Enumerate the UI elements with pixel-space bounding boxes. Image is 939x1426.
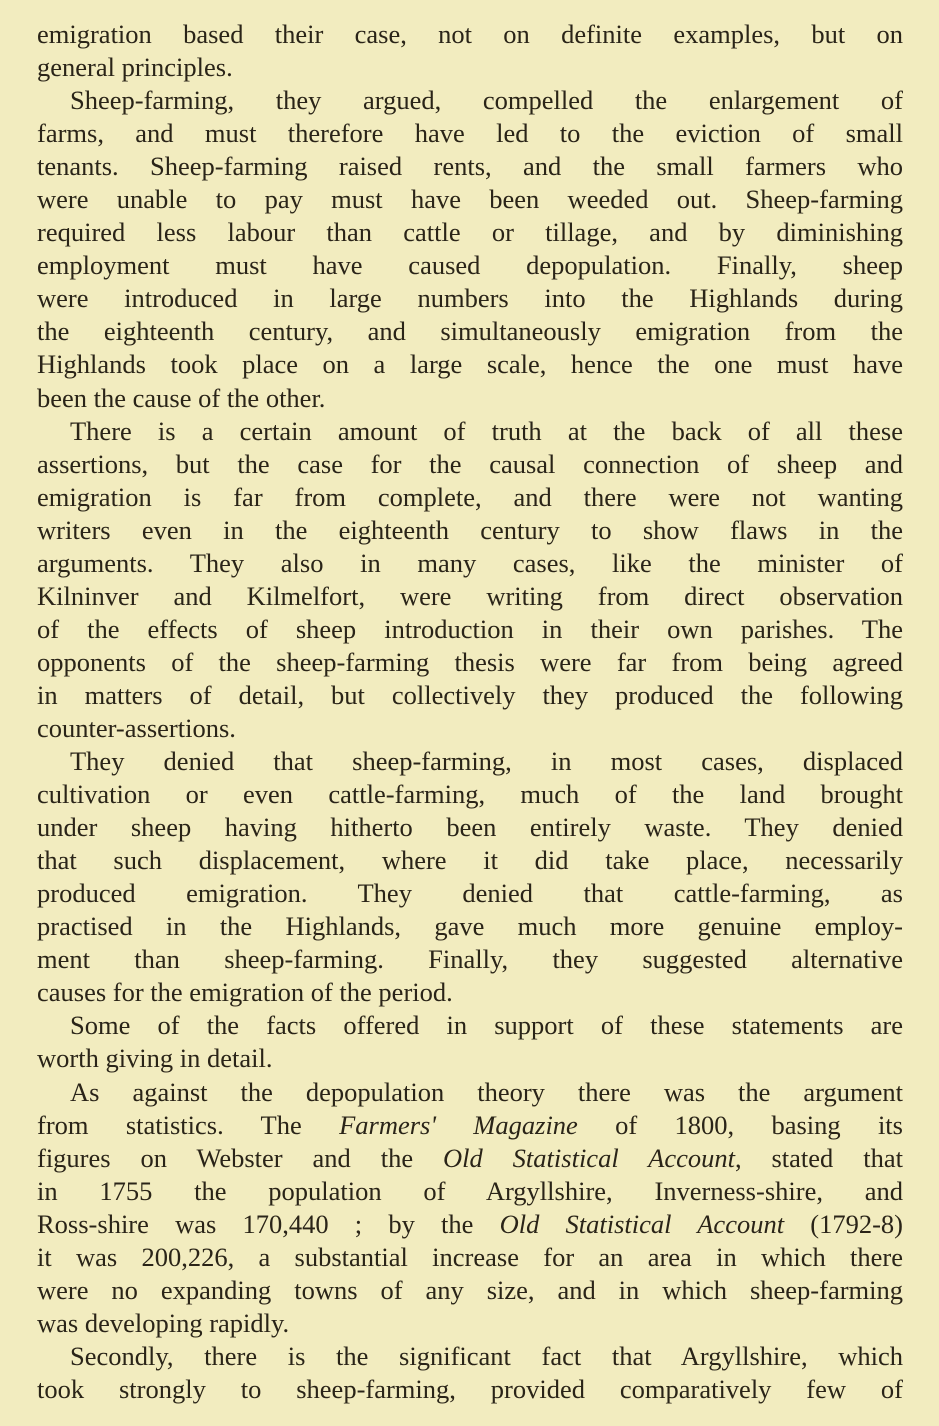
text-segment: worth giving in detail. xyxy=(37,1043,273,1074)
text-segment: required less labour than cattle or tillage, and by diminishing xyxy=(37,217,903,248)
text-segment: been the cause of the other. xyxy=(37,382,326,413)
text-line xyxy=(37,51,903,84)
text-segment: arguments. They also in many cases, like the minister of xyxy=(37,547,903,578)
text-segment: (1792-8) xyxy=(784,1208,903,1239)
text-line xyxy=(37,150,903,183)
text-segment: There is a certain amount of truth at the back of all these xyxy=(70,415,903,446)
text-line xyxy=(37,877,903,910)
text-line xyxy=(37,117,903,150)
text-line xyxy=(37,580,903,613)
text-line xyxy=(37,481,903,514)
text-segment: Secondly, there is the significant fact that Argyllshire, which xyxy=(70,1340,903,1371)
text-segment: in matters of detail, but collectively they produced the following xyxy=(37,679,903,710)
text-line xyxy=(37,679,903,712)
text-line xyxy=(37,382,903,415)
text-line xyxy=(37,1340,903,1373)
text-segment: Highlands took place on a large scale, hence the one must have xyxy=(37,349,903,380)
text-line xyxy=(37,976,903,1009)
text-line xyxy=(37,1241,903,1274)
text-segment: took strongly to sheep-farming, provided comparatively few of xyxy=(37,1373,903,1404)
text-segment: Sheep-farming, they argued, compelled the enlargement of xyxy=(70,85,903,116)
text-segment: They denied that sheep-farming, in most cases, displaced xyxy=(70,746,903,777)
text-line xyxy=(37,448,903,481)
text-line xyxy=(37,646,903,679)
text-segment: figures on Webster and the xyxy=(37,1142,444,1173)
text-line xyxy=(37,1142,903,1175)
italic-title: Farmers' Magazine xyxy=(339,1109,578,1140)
text-segment: were unable to pay must have been weeded out. Sheep-farming xyxy=(37,184,903,215)
text-line xyxy=(37,1109,903,1142)
italic-title: Old Statistical Account xyxy=(443,1142,735,1173)
text-segment: As against the depopulation theory there was the argument xyxy=(70,1076,903,1107)
text-segment: Kilninver and Kilmelfort, were writing from direct observation xyxy=(37,580,903,611)
text-segment: cultivation or even cattle-farming, much of the land brought xyxy=(37,779,903,810)
text-segment: produced emigration. They denied that cattle-farming, as xyxy=(37,878,903,909)
text-line xyxy=(37,844,903,877)
text-line xyxy=(37,547,903,580)
text-segment: that such displacement, where it did take place, necessarily xyxy=(37,845,903,876)
text-line xyxy=(37,1042,903,1075)
text-line xyxy=(37,910,903,943)
text-segment: the eighteenth century, and simultaneously emigration from the xyxy=(37,316,903,347)
text-line xyxy=(37,943,903,976)
text-line xyxy=(37,613,903,646)
text-segment: counter-assertions. xyxy=(37,712,236,743)
text-segment: of 1800, basing its xyxy=(577,1109,903,1140)
text-segment: practised in the Highlands, gave much more genuine employ- xyxy=(37,911,903,942)
text-segment: Some of the facts offered in support of these statements are xyxy=(70,1010,903,1041)
text-line xyxy=(37,1307,903,1340)
book-page-text xyxy=(37,18,903,1406)
text-line xyxy=(37,84,903,117)
text-segment: assertions, but the case for the causal connection of sheep and xyxy=(37,448,903,479)
text-line xyxy=(37,745,903,778)
text-segment: from statistics. The xyxy=(37,1109,340,1140)
text-line xyxy=(37,811,903,844)
text-line xyxy=(37,18,903,51)
text-segment: of the effects of sheep introduction in their own parishes. The xyxy=(37,613,903,644)
text-segment: emigration based their case, not on definite examples, but on xyxy=(37,19,903,49)
text-segment: Ross-shire was 170,440 ; by the xyxy=(37,1208,500,1239)
text-line xyxy=(37,183,903,216)
text-segment: it was 200,226, a substantial increase for an area in which there xyxy=(37,1241,903,1272)
text-segment: employment must have caused depopulation. Finally, sheep xyxy=(37,250,903,281)
text-segment: was developing rapidly. xyxy=(37,1307,290,1338)
text-line xyxy=(37,1274,903,1307)
text-line xyxy=(37,1373,903,1406)
text-line xyxy=(37,778,903,811)
text-segment: general principles. xyxy=(37,52,233,83)
text-segment: under sheep having hitherto been entirely waste. They denied xyxy=(37,812,903,843)
text-line xyxy=(37,348,903,381)
text-line xyxy=(37,1175,903,1208)
text-line xyxy=(37,415,903,448)
text-line xyxy=(37,1076,903,1109)
text-line xyxy=(37,514,903,547)
italic-title: Old Statistical Account xyxy=(499,1208,785,1239)
text-line xyxy=(37,712,903,745)
text-segment: farms, and must therefore have led to the eviction of small xyxy=(37,118,903,149)
text-segment: opponents of the sheep-farming thesis were far from being agreed xyxy=(37,646,903,677)
text-segment: were introduced in large numbers into the Highlands during xyxy=(37,283,903,314)
text-segment: tenants. Sheep-farming raised rents, and the small farmers who xyxy=(37,151,903,182)
text-segment: , stated that xyxy=(734,1142,903,1173)
text-line xyxy=(37,1009,903,1042)
text-segment: in 1755 the population of Argyllshire, Inverness-shire, and xyxy=(37,1175,903,1206)
text-segment: emigration is far from complete, and there were not wanting xyxy=(37,481,903,512)
text-line xyxy=(37,282,903,315)
text-segment: ment than sheep-farming. Finally, they suggested alternative xyxy=(37,944,903,975)
text-line xyxy=(37,315,903,348)
text-segment: writers even in the eighteenth century to show flaws in the xyxy=(37,514,903,545)
text-segment: were no expanding towns of any size, and in which sheep-farming xyxy=(37,1274,903,1305)
text-line xyxy=(37,249,903,282)
text-segment: causes for the emigration of the period. xyxy=(37,977,453,1008)
text-line xyxy=(37,216,903,249)
text-line xyxy=(37,1208,903,1241)
